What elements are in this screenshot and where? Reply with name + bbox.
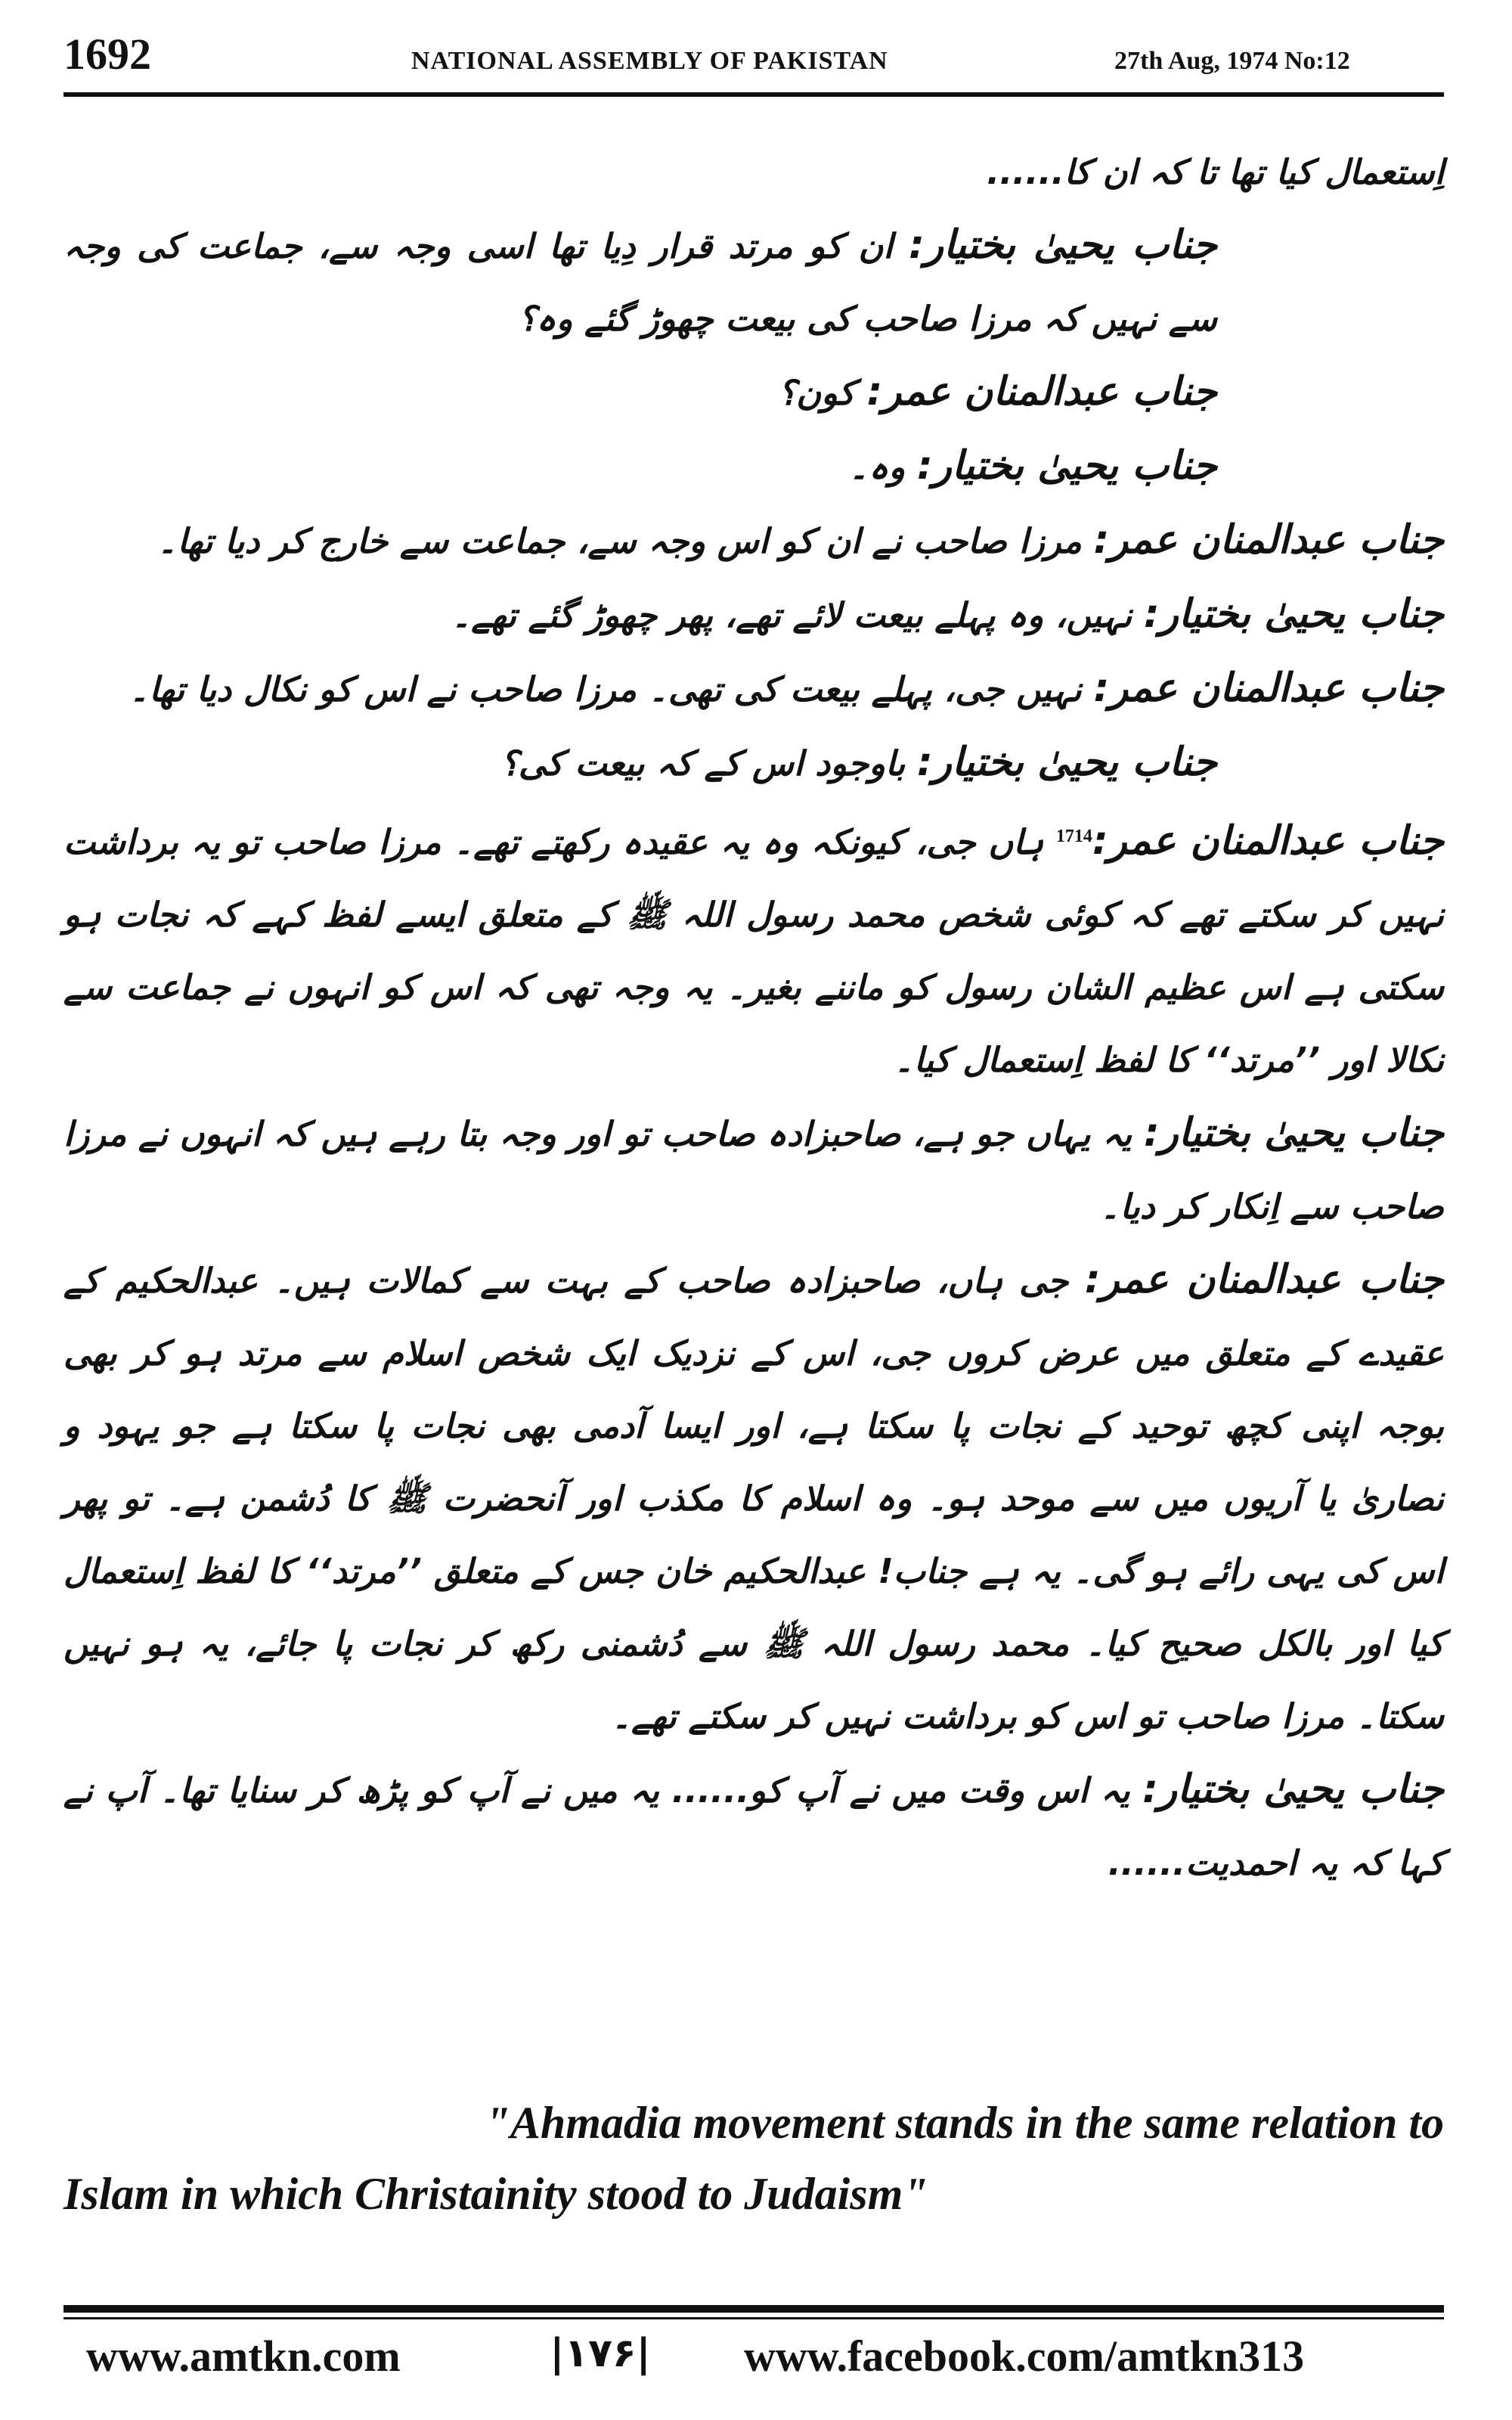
speaker-name: جناب یحییٰ بختیار: (1143, 591, 1444, 637)
speaker-name: جناب یحییٰ بختیار: (916, 443, 1217, 489)
paragraph-text: ہاں جی، کیونکہ وہ یہ عقیدہ رکھتے تھے۔ مرزا صاحب تو یہ برداشت نہیں کر سکتے تھے کہ کوئی شخص محمد رسول اللہ ﷺ کے متعلق ایسے لفظ کہے کہ نجات ہو سکتی ہے اس عظیم الشان رسول کو ماننے بغیر۔ یہ وجہ تھی کہ اس کو انہوں نے جماعت سے نکالا اور ’’مرتد‘‘ کا لفظ اِستعمال کیا۔ (64, 822, 1444, 1080)
paragraph-3 (64, 430, 1444, 504)
paragraph-text: باوجود اس کے کہ بیعت کی؟ (500, 743, 906, 783)
speaker-name: جناب یحییٰ بختیار: (1143, 1110, 1445, 1156)
english-quote-line-2: Islam in which Christainity stood to Judaism" (64, 2169, 928, 2219)
paragraph-text: نہیں، وہ پہلے بیعت لائے تھے، پھر چھوڑ گئے تھے۔ (451, 595, 1132, 635)
header-date-issue: 27th Aug, 1974 No:12 (1114, 47, 1350, 75)
paragraph-text: کون؟ (778, 373, 855, 413)
page-footer (64, 2331, 1444, 2391)
page-header (64, 29, 1444, 89)
paragraph-text: یہ اس وقت میں نے آپ کو...... یہ میں نے آپ کو پڑھ کر سنایا تھا۔ آپ نے کہا کہ یہ احمدیت...... (64, 1770, 1444, 1883)
page-number: 1692 (64, 29, 151, 79)
paragraph-1 (64, 209, 1444, 355)
urdu-transcript (64, 136, 1444, 2072)
paragraph-9 (64, 1097, 1444, 1243)
paragraph-6 (64, 652, 1444, 726)
speaker-name: جناب یحییٰ بختیار: (1142, 1767, 1444, 1812)
paragraph-0 (64, 136, 1444, 209)
reference-number: 1714 (1055, 827, 1092, 846)
paragraph-4 (64, 504, 1444, 578)
footer-rule-thin (64, 2317, 1444, 2319)
speaker-name: جناب عبدالمنان عمر: (1093, 517, 1444, 563)
paragraph-text: نہیں جی، پہلے بیعت کی تھی۔ مرزا صاحب نے اس کو نکال دیا تھا۔ (129, 669, 1082, 709)
header-rule (64, 92, 1444, 97)
paragraph-7 (64, 726, 1444, 800)
english-quote-line-1: "Ahmadia movement stands in the same relation to (485, 2098, 1444, 2148)
paragraph-text: اِستعمال کیا تھا تا کہ ان کا...... (987, 152, 1444, 192)
footer-website-link[interactable]: www.amtkn.com (86, 2332, 401, 2381)
paragraph-2 (64, 355, 1444, 430)
paragraph-5 (64, 578, 1444, 652)
speaker-name: جناب یحییٰ بختیار: (916, 740, 1217, 785)
paragraph-text: یہ یہاں جو ہے، صاحبزادہ صاحب تو اور وجہ بتا رہے ہیں کہ انہوں نے مرزا صاحب سے اِنکار کر دیا۔ (64, 1114, 1444, 1227)
paragraph-11 (64, 1753, 1444, 1900)
footer-page-code: |۱۷۶| (550, 2331, 651, 2376)
paragraph-10 (64, 1243, 1444, 1753)
paragraph-text: وہ۔ (848, 447, 906, 487)
header-title: NATIONAL ASSEMBLY OF PAKISTAN (411, 47, 888, 75)
speaker-name: جناب عبدالمنان عمر: (1093, 666, 1444, 711)
footer-rule (64, 2305, 1444, 2313)
english-quote (64, 2087, 1444, 2229)
paragraph-text: مرزا صاحب نے ان کو اس وجہ سے، جماعت سے خارج کر دیا تھا۔ (157, 521, 1082, 561)
speaker-name: جناب عبدالمنان عمر: (1092, 818, 1445, 864)
paragraph-text: ان کو مرتد قرار دِیا تھا اسی وجہ سے، جماعت کی وجہ سے نہیں کہ مرزا صاحب کی بیعت چھوڑ گئے وہ؟ (64, 226, 1217, 339)
speaker-name: جناب عبدالمنان عمر: (1084, 1257, 1444, 1302)
footer-facebook-link[interactable]: www.facebook.com/amtkn313 (744, 2332, 1305, 2381)
speaker-name: جناب عبدالمنان عمر: (866, 369, 1217, 414)
speaker-name: جناب یحییٰ بختیار: (909, 222, 1217, 268)
paragraph-text: جی ہاں، صاحبزادہ صاحب کے بہت سے کمالات ہیں۔ عبدالحکیم کے عقیدے کے متعلق میں عرض کروں جی، اس کے نزدیک ایک شخص اسلام سے مرتد ہو کر بھی بوجہ اپنی کچھ توحید کے نجات پا سکتا ہے، اور ایسا آدمی بھی نجات پا سکتا ہے جو یہود و نصاریٰ یا آریوں میں سے موحد ہو۔ وہ اسلام کا مکذب اور آنحضرت ﷺ کا دُشمن ہے۔ تو پھر اس کی یہی رائے ہو گی۔ یہ ہے جناب! عبدالحکیم خان جس کے متعلق ’’مرتد‘‘ کا لفظ اِستعمال کیا اور بالکل صحیح کیا۔ محمد رسول اللہ ﷺ سے دُشمنی رکھ کر نجات پا جائے، یہ ہو نہیں سکتا۔ مرزا صاحب تو اس کو برداشت نہیں کر سکتے تھے۔ (64, 1261, 1444, 1736)
paragraph-8 (64, 800, 1444, 1097)
